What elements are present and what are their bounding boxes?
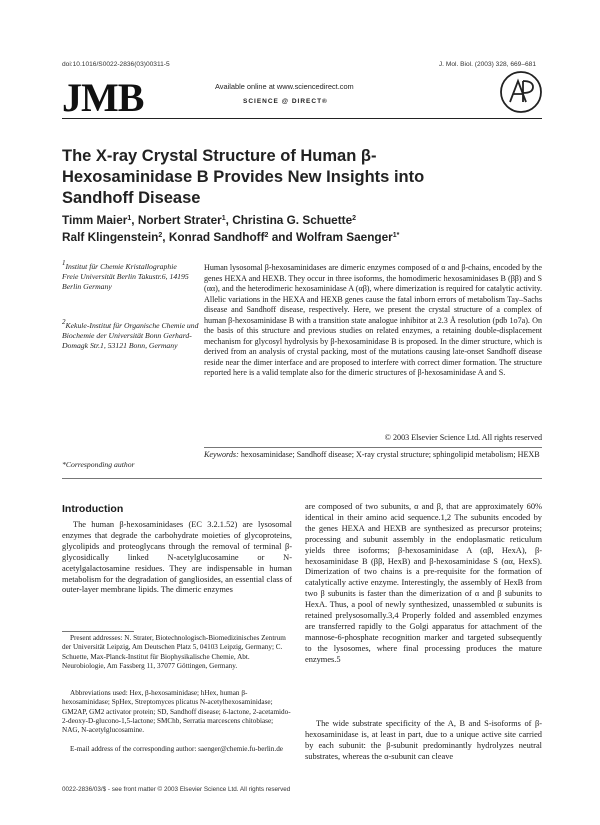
- sciencedirect-logo: SCIENCE @ DIRECT®: [243, 98, 328, 105]
- keywords-list: hexosaminidase; Sandhoff disease; X-ray crystal structure; sphingolipid metabolism; HEXB: [240, 450, 540, 459]
- corresponding-author-note: *Corresponding author: [62, 460, 135, 469]
- publisher-logo: [499, 70, 543, 114]
- affiliation-1: $^1$Institut für Chemie Kristallographie Freie Universität Berlin Takustr.6, 14195 Berlin Germany: [62, 259, 189, 291]
- abstract-rule: [204, 447, 542, 448]
- affiliation-2: $^2$Kekule-Institut für Organische Chemie und Biochemie der Universität Bonn Gerhard-Domagk Str.1, 53121 Bonn, Germany: [62, 318, 199, 350]
- author-line-2: Ralf Klingenstein$^2$, Konrad Sandhoff$^2$ and Wolfram Saenger$^{1*}$: [62, 230, 400, 244]
- footnote-present-addresses: Present addresses: N. Strater, Biotechnologisch-Biomedizinisches Zentrum der Universität Leipzig, Am Deutschen Platz 5, 04103 Leipzig, Germany; C. Schuette, Max-Planck-Institut für Biophysikalische Chemie, Abt. Neurobiologie, Am Fassberg 11, 37077 Göttingen, Germany.: [62, 634, 286, 670]
- article-title: The X-ray Crystal Structure of Human β-Hexosaminidase B Provides New Insights into Sandhoff Disease: [62, 147, 425, 207]
- author-name: Ralf Klingenstein: [62, 230, 159, 244]
- intro-paragraph-3: The wide substrate specificity of the A, B and S-isoforms of β-hexosaminidase is, at least in part, due to a unique active site carried by each subunit: the β-subunit predominantly hydrolyzes neutral substrates, whereas the α-subunit can cleave: [305, 719, 542, 761]
- author-name: Timm Maier: [62, 213, 128, 227]
- author-list: [62, 212, 542, 246]
- author-line-1: Timm Maier$^1$, Norbert Strater$^1$, Christina G. Schuette$^2$: [62, 213, 357, 227]
- section-heading: Introduction: [62, 503, 124, 515]
- intro-paragraph-1: The human β-hexosaminidases (EC 3.2.1.52) are lysosomal enzymes that degrade the carbohydrate moieties of glycoproteins, glycolipids and proteoglycans through the removal of terminal β-glycosidically linked N-acetylglucosamine or N-acetylgalactosamine residues. They are indispensable in human metabolism for the degradation of gangliosides, an essential class of outer-layer membrane lipids. The dimeric enzymes: [62, 520, 292, 595]
- copyright: © 2003 Elsevier Science Ltd. All rights reserved: [384, 433, 542, 442]
- keywords: [204, 450, 542, 461]
- header-rule: [62, 118, 542, 119]
- journal-logo: JMB: [62, 75, 144, 120]
- intro-paragraph-2: are composed of two subunits, α and β, that are approximately 60% identical in their amino acid sequence.1,2 The subunits encoded by the genes HEXA and HEXB are synthesized as precursor proteins; processing and subunit assembly in the endoplasmatic reticulum yields three isoforms; β-hexosaminidase A (αβ, HexA), β-hexosaminidase B (ββ, HexB) and β-hexosaminidase S (αα, HexS). Dimerization of two chains is a pre-requisite for the formation of catalytically active enzyme. Interestingly, the assembly of HexB from two β subunits is faster than the dimerization of α and β subunits to HexA. Thus, a pool of newly synthesized, unassembled α subunits is retained prelysosomally.3,4 Properly folded and assembled enzymes are transferred rapidly to the Golgi apparatus for attachment of the mannose-6-phosphate recognition marker and targeted subsequently to the lysosomes, where final processing produces the mature enzymes.5: [305, 502, 542, 664]
- author-name: Norbert Strater: [137, 213, 222, 227]
- doi: doi:10.1016/S0022-2836(03)00311-5: [62, 61, 170, 68]
- abstract: Human lysosomal β-hexosaminidases are dimeric enzymes composed of α and β-chains, encoded by the genes HEXA and HEXB. They occur in three isoforms, the homodimeric hexosaminidases B (ββ) and S (αα), and the heterodimeric hexosaminidase A (αβ), where dimerization is required for catalytic activity. Allelic variations in the HEXA and HEXB genes cause the fatal inborn errors of metabolism Tay–Sachs disease and Sandhoff disease, respectively. Here, we present the crystal structure of a complex of human β-hexosaminidase B with a transition state analogue inhibitor at 2.3 Å resolution (pdb 1o7a). On the basis of this structure and previous studies on related enzymes, a retaining double-displacement mechanism for glycosyl hydrolysis by β-hexosaminidase B is proposed. In the dimer structure, which is derived from an analysis of crystal packing, most of the mutations causing late-onset Sandhoff disease reside near the dimer interface and are proposed to interfere with correct dimer formation. The structure reported here is a valid template also for the dimeric structures of β-hexosaminidase A and S.: [204, 263, 542, 377]
- author-name: Konrad Sandhoff: [168, 230, 265, 244]
- author-name: Christina G. Schuette: [232, 213, 353, 227]
- footer-line: 0022-2836/03/$ - see front matter © 2003 Elsevier Science Ltd. All rights reserved: [62, 786, 291, 793]
- footnote-email: E-mail address of the corresponding author: saenger@chemie.fu-berlin.de: [70, 745, 283, 753]
- keywords-label: Keywords:: [204, 450, 239, 459]
- footnote-abbreviations: Abbreviations used: Hex, β-hexosaminidase; hHex, human β-hexosaminidase; SpHex, Streptomyces plicatus N-acetylhexosaminidase; GM2AP, GM2 activator protein; SD, Sandhoff disease; δ-lactone, 2-acetamido-2-deoxy-D-glucono-1,5-lactone; SMChb, Serratia marcescens chitobiase; NAG, N-acetylglucosamine.: [62, 689, 291, 735]
- citation: J. Mol. Biol. (2003) 328, 669–681: [438, 61, 536, 68]
- available-online: Available online at www.sciencedirect.com: [215, 82, 354, 91]
- author-name: Wolfram Saenger: [295, 230, 393, 244]
- section-rule: [62, 478, 542, 479]
- footnote-rule: [62, 631, 134, 632]
